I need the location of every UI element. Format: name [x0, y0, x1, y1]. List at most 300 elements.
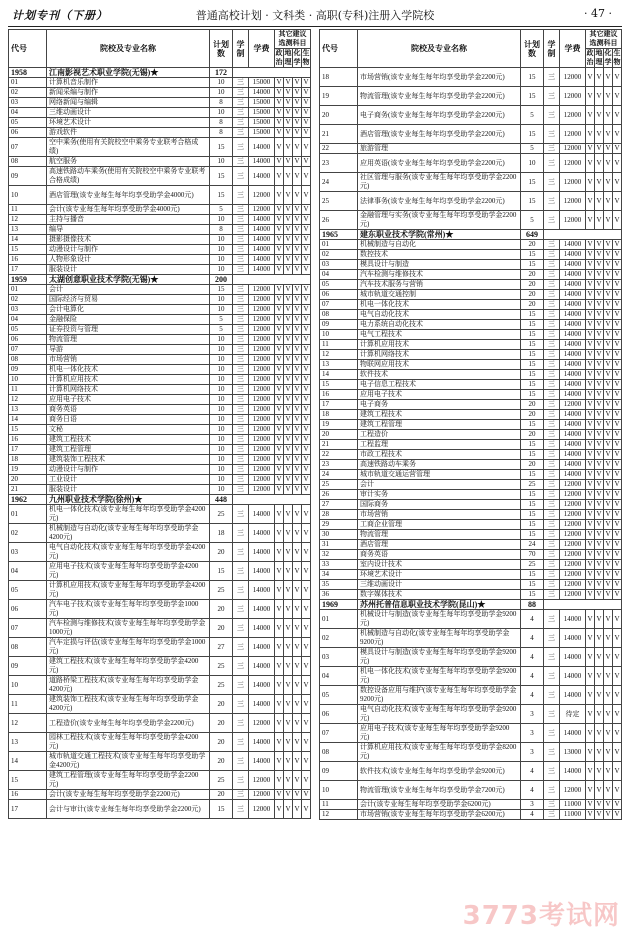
header-other-subjects: 其它建议选测科目: [275, 30, 311, 49]
header-subject: 政治: [275, 49, 283, 66]
major-plan: 3: [521, 743, 544, 762]
major-row: [9, 385, 311, 395]
major-plan: 20: [521, 270, 544, 280]
major-plan: 4: [521, 667, 544, 686]
major-length: 三: [233, 205, 249, 215]
major-name: 电子信息工程技术: [358, 380, 521, 390]
major-name: 环境艺术设计: [47, 118, 210, 128]
major-row: [9, 375, 311, 385]
subject-check: V: [605, 410, 611, 418]
major-plan: 10: [210, 355, 233, 365]
major-length: 三: [233, 375, 249, 385]
major-length: 三: [233, 385, 249, 395]
major-fee: 12000: [249, 485, 275, 495]
header-plan: 计划数: [210, 30, 233, 68]
major-code: 11: [9, 205, 47, 215]
major-fee: 14000: [560, 667, 586, 686]
major-plan: 3: [521, 724, 544, 743]
major-row: [320, 144, 622, 154]
subject-check: V: [614, 540, 620, 548]
major-row: [9, 88, 311, 98]
major-row: [320, 500, 622, 510]
major-plan: 20: [210, 600, 233, 619]
subject-check: V: [587, 270, 593, 278]
left-plan-table: [8, 29, 311, 819]
major-length: 三: [233, 98, 249, 108]
subject-check: V: [605, 550, 611, 558]
header-subject: 化学: [604, 49, 612, 66]
school-name: 太湖创意职业技术学院(无锡)★: [47, 275, 210, 285]
left-column: [8, 29, 311, 819]
major-fee: 14000: [560, 300, 586, 310]
subject-check: V: [302, 695, 311, 714]
school-row: [320, 230, 622, 240]
major-code: 14: [9, 235, 47, 245]
major-fee: 14000: [249, 733, 275, 752]
major-code: 16: [9, 255, 47, 265]
major-plan: 8: [210, 118, 233, 128]
subject-check: V: [614, 390, 620, 398]
major-name: 工程监理: [358, 440, 521, 450]
major-plan: 20: [521, 410, 544, 420]
major-code: 13: [9, 405, 47, 415]
subject-check: V: [276, 205, 282, 213]
major-length: 三: [544, 629, 560, 648]
major-fee: 12000: [560, 87, 586, 106]
subject-check: V: [276, 128, 282, 136]
subject-check: V: [613, 743, 622, 762]
subject-check: V: [587, 520, 593, 528]
major-plan: 15: [521, 87, 544, 106]
major-name: 应用电子技术: [47, 395, 210, 405]
subject-check: V: [303, 375, 309, 383]
subject-check: V: [587, 370, 593, 378]
major-length: 三: [544, 290, 560, 300]
major-code: 15: [320, 380, 358, 390]
subject-check: V: [276, 405, 282, 413]
major-code: 36: [320, 590, 358, 600]
major-plan: 20: [521, 300, 544, 310]
subject-check: V: [276, 255, 282, 263]
subject-check: V: [596, 370, 602, 378]
subject-check: V: [294, 425, 300, 433]
subject-check: V: [293, 771, 302, 790]
major-length: 三: [544, 580, 560, 590]
subject-check: V: [285, 305, 291, 313]
subject-check: V: [276, 455, 282, 463]
subject-check: V: [587, 460, 593, 468]
major-code: 21: [320, 440, 358, 450]
major-code: 03: [9, 543, 47, 562]
major-plan: 10: [210, 295, 233, 305]
subject-check: V: [605, 580, 611, 588]
subject-check: V: [275, 619, 284, 638]
major-plan: 10: [210, 385, 233, 395]
subject-check: V: [276, 485, 282, 493]
major-plan: 15: [521, 125, 544, 144]
publication-title: 计划专刊（下册）: [12, 9, 108, 22]
subject-check: V: [587, 580, 593, 588]
subject-check: V: [614, 350, 620, 358]
subject-check: V: [275, 138, 284, 157]
major-code: 10: [9, 375, 47, 385]
subject-check: V: [587, 500, 593, 508]
subject-check: V: [604, 87, 613, 106]
major-row: [9, 485, 311, 495]
major-row: [320, 240, 622, 250]
subject-check: V: [604, 610, 613, 629]
subject-check: V: [614, 270, 620, 278]
subject-check: V: [595, 173, 604, 192]
subject-check: V: [605, 290, 611, 298]
subject-check: V: [605, 430, 611, 438]
major-row: [320, 310, 622, 320]
subject-check: V: [595, 743, 604, 762]
major-length: 三: [233, 465, 249, 475]
major-plan: 20: [521, 400, 544, 410]
major-name: 机电一体化技术(该专业每生每年均享受助学金9200元): [358, 667, 521, 686]
major-code: 08: [9, 157, 47, 167]
major-code: 14: [9, 752, 47, 771]
subject-check: V: [303, 98, 309, 106]
major-length: 三: [233, 265, 249, 275]
subject-check: V: [587, 300, 593, 308]
major-row: [320, 762, 622, 781]
major-length: 三: [544, 270, 560, 280]
subject-check: V: [587, 550, 593, 558]
major-plan: 5: [521, 106, 544, 125]
major-fee: 12000: [560, 510, 586, 520]
major-fee: 14000: [560, 290, 586, 300]
major-length: 三: [233, 405, 249, 415]
major-fee: 12000: [560, 68, 586, 87]
major-plan: 10: [210, 157, 233, 167]
subject-check: V: [587, 470, 593, 478]
subject-check: V: [604, 629, 613, 648]
major-fee: 14000: [560, 360, 586, 370]
major-length: 三: [544, 154, 560, 173]
subject-check: V: [587, 530, 593, 538]
school-name: 江南影视艺术职业学院(无锡)★: [47, 68, 210, 78]
school-row-filler: [544, 600, 622, 610]
major-fee: 12000: [560, 540, 586, 550]
major-length: 三: [544, 610, 560, 629]
subject-check: V: [275, 714, 284, 733]
subject-check: V: [303, 157, 309, 165]
subject-check: V: [302, 138, 311, 157]
subject-check: V: [275, 543, 284, 562]
major-plan: 15: [521, 420, 544, 430]
subject-check: V: [614, 450, 620, 458]
major-name: 摄影摄像技术: [47, 235, 210, 245]
major-plan: 10: [210, 335, 233, 345]
major-plan: 10: [210, 345, 233, 355]
major-row: [9, 295, 311, 305]
subject-check: V: [276, 88, 282, 96]
major-plan: 15: [521, 500, 544, 510]
major-length: 三: [544, 87, 560, 106]
major-length: 三: [233, 245, 249, 255]
major-row: [9, 167, 311, 186]
subject-check: V: [596, 560, 602, 568]
school-code: 1965: [320, 230, 358, 240]
subject-check: V: [595, 781, 604, 800]
subject-check: V: [293, 619, 302, 638]
major-code: 16: [9, 435, 47, 445]
major-row: [9, 581, 311, 600]
major-plan: 25: [521, 480, 544, 490]
major-fee: 14000: [249, 215, 275, 225]
major-length: 三: [233, 800, 249, 819]
subject-check: V: [614, 440, 620, 448]
subject-check: V: [285, 475, 291, 483]
subject-check: V: [285, 325, 291, 333]
major-fee: 14000: [560, 686, 586, 705]
major-length: 三: [544, 667, 560, 686]
major-plan: 20: [210, 733, 233, 752]
major-name: 电气工程技术: [358, 330, 521, 340]
major-code: 08: [9, 355, 47, 365]
major-plan: 15: [521, 350, 544, 360]
major-row: [9, 355, 311, 365]
subject-check: V: [303, 88, 309, 96]
major-row: [320, 300, 622, 310]
subject-check: V: [596, 480, 602, 488]
major-name: 会计(该专业每生每年均享受助学金6200元): [358, 800, 521, 810]
major-fee: 15000: [249, 118, 275, 128]
subject-check: V: [285, 435, 291, 443]
major-name: 物流管理: [47, 335, 210, 345]
major-row: [320, 560, 622, 570]
major-length: 三: [544, 300, 560, 310]
major-fee: 12000: [249, 435, 275, 445]
subject-check: V: [293, 524, 302, 543]
major-name: 机电一体化技术(该专业每生每年均享受助学金4200元): [47, 505, 210, 524]
major-length: 三: [233, 345, 249, 355]
major-length: 三: [233, 118, 249, 128]
subject-check: V: [596, 550, 602, 558]
major-code: 01: [9, 505, 47, 524]
subject-check: V: [303, 465, 309, 473]
major-plan: 10: [210, 455, 233, 465]
major-fee: 12000: [560, 192, 586, 211]
major-name: 服装设计: [47, 485, 210, 495]
major-name: 建筑工程管理: [358, 420, 521, 430]
major-name: 航空服务: [47, 157, 210, 167]
subject-check: V: [596, 470, 602, 478]
major-fee: 12000: [560, 500, 586, 510]
subject-check: V: [614, 370, 620, 378]
major-length: 三: [544, 460, 560, 470]
subject-check: V: [614, 430, 620, 438]
major-name: 物联网应用技术: [358, 360, 521, 370]
subject-check: V: [605, 280, 611, 288]
subject-check: V: [587, 260, 593, 268]
major-code: 03: [320, 260, 358, 270]
major-fee: 14000: [249, 543, 275, 562]
subject-check: V: [303, 345, 309, 353]
subject-check: V: [605, 390, 611, 398]
school-row: [9, 275, 311, 285]
subject-check: V: [605, 480, 611, 488]
major-length: 三: [544, 370, 560, 380]
subject-check: V: [587, 420, 593, 428]
subject-check: V: [276, 225, 282, 233]
major-fee: 12000: [560, 106, 586, 125]
major-code: 01: [9, 285, 47, 295]
major-fee: 12000: [249, 325, 275, 335]
subject-check: V: [604, 125, 613, 144]
major-fee: 12000: [249, 714, 275, 733]
major-length: 三: [233, 285, 249, 295]
subject-check: V: [595, 705, 604, 724]
major-row: [9, 335, 311, 345]
major-plan: 4: [521, 610, 544, 629]
major-name: 商务英语: [358, 550, 521, 560]
major-code: 05: [9, 325, 47, 335]
major-row: [320, 330, 622, 340]
major-length: 三: [233, 695, 249, 714]
subject-check: V: [294, 98, 300, 106]
subject-check: V: [586, 667, 595, 686]
subject-check: V: [595, 610, 604, 629]
major-code: 13: [9, 225, 47, 235]
subject-check: V: [285, 405, 291, 413]
subject-check: V: [285, 365, 291, 373]
major-plan: 20: [521, 290, 544, 300]
subject-check: V: [284, 800, 293, 819]
major-code: 09: [320, 762, 358, 781]
major-row: [320, 810, 622, 820]
subject-check: V: [614, 280, 620, 288]
major-length: 三: [544, 781, 560, 800]
major-row: [320, 260, 622, 270]
subject-check: V: [605, 800, 611, 808]
major-code: 26: [320, 490, 358, 500]
subject-check: V: [285, 245, 291, 253]
major-plan: 4: [521, 762, 544, 781]
major-length: 三: [544, 144, 560, 154]
subject-check: V: [285, 385, 291, 393]
major-row: [320, 530, 622, 540]
subject-check: V: [586, 686, 595, 705]
subject-check: V: [293, 167, 302, 186]
subject-check: V: [276, 375, 282, 383]
major-fee: 14000: [249, 157, 275, 167]
major-row: [9, 752, 311, 771]
major-row: [9, 524, 311, 543]
major-row: [320, 360, 622, 370]
major-code: 07: [9, 138, 47, 157]
major-code: 11: [9, 385, 47, 395]
subject-check: V: [275, 524, 284, 543]
header-length: 学制: [233, 30, 249, 68]
subject-check: V: [294, 215, 300, 223]
subject-check: V: [604, 724, 613, 743]
subject-check: V: [596, 440, 602, 448]
major-code: 01: [320, 240, 358, 250]
major-row: [320, 686, 622, 705]
major-row: [320, 510, 622, 520]
subject-check: V: [303, 355, 309, 363]
major-length: 三: [233, 657, 249, 676]
major-row: [9, 790, 311, 800]
major-code: 02: [320, 250, 358, 260]
major-name: 酒店管理(该专业每生每年均享受助学金4000元): [47, 186, 210, 205]
major-length: 三: [544, 530, 560, 540]
major-length: 三: [233, 455, 249, 465]
subject-check: V: [285, 265, 291, 273]
subject-check: V: [596, 540, 602, 548]
major-name: 市场营销: [47, 355, 210, 365]
subject-check: V: [614, 300, 620, 308]
major-fee: 14000: [560, 610, 586, 629]
major-plan: 4: [521, 810, 544, 820]
subject-check: V: [595, 154, 604, 173]
major-code: 26: [320, 211, 358, 230]
major-plan: 25: [210, 581, 233, 600]
major-plan: 4: [521, 648, 544, 667]
major-name: 空中乘务(使用有关院校空中乘务专业联考合格成绩): [47, 138, 210, 157]
major-plan: 15: [521, 192, 544, 211]
subject-check: V: [276, 325, 282, 333]
subject-check: V: [276, 315, 282, 323]
subject-check: V: [303, 315, 309, 323]
major-plan: 4: [521, 629, 544, 648]
major-plan: 15: [521, 590, 544, 600]
subject-check: V: [293, 505, 302, 524]
major-row: [320, 470, 622, 480]
subject-check: V: [604, 686, 613, 705]
major-plan: 15: [521, 370, 544, 380]
major-length: 三: [233, 752, 249, 771]
school-plan-total: 172: [210, 68, 233, 78]
major-fee: 12000: [249, 445, 275, 455]
major-length: 三: [544, 420, 560, 430]
major-row: [9, 600, 311, 619]
major-plan: 15: [521, 520, 544, 530]
major-fee: 14000: [560, 270, 586, 280]
major-row: [320, 250, 622, 260]
major-fee: 12000: [560, 570, 586, 580]
major-length: 三: [544, 570, 560, 580]
major-fee: 14000: [560, 250, 586, 260]
major-name: 证券投资与管理: [47, 325, 210, 335]
major-length: 三: [544, 550, 560, 560]
subject-check: V: [605, 590, 611, 598]
subject-check: V: [302, 562, 311, 581]
subject-check: V: [302, 524, 311, 543]
subject-check: V: [605, 470, 611, 478]
subject-check: V: [285, 465, 291, 473]
school-name: 九州职业技术学院(徐州)★: [47, 495, 210, 505]
subject-check: V: [302, 581, 311, 600]
major-plan: 5: [521, 144, 544, 154]
major-name: 电子商务: [358, 400, 521, 410]
major-plan: 20: [210, 790, 233, 800]
subject-check: V: [595, 629, 604, 648]
subject-check: V: [293, 733, 302, 752]
major-fee: 12000: [560, 173, 586, 192]
major-row: [9, 205, 311, 215]
subject-check: V: [284, 752, 293, 771]
major-length: 三: [544, 400, 560, 410]
subject-check: V: [595, 211, 604, 230]
subject-check: V: [284, 619, 293, 638]
subject-check: V: [285, 88, 291, 96]
subject-check: V: [276, 415, 282, 423]
major-fee: 12000: [560, 144, 586, 154]
